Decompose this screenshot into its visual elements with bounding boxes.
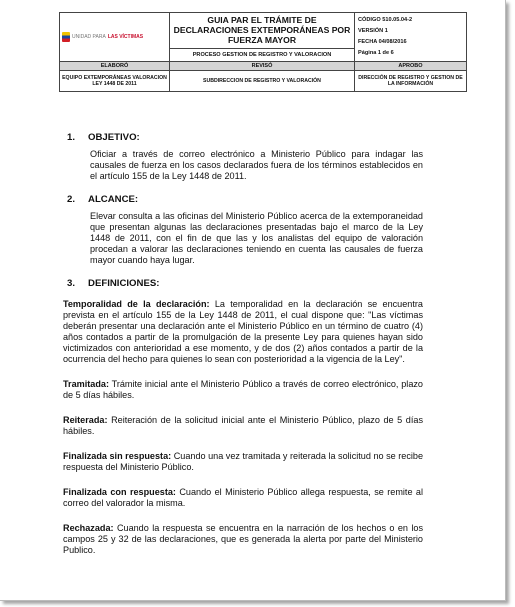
definition-term: Temporalidad de la declaración:	[63, 299, 210, 309]
definition-text: Cuando la respuesta se encuentra en la narración de los hechos o en los campos 25 y 32 de las declaraciones, que es generada la alerta por parte del Ministerio Publico.	[63, 523, 423, 555]
definitions-list	[63, 299, 423, 556]
elaboro-label: ELABORÓ	[60, 62, 170, 71]
definition-item	[63, 415, 423, 437]
section-title: OBJETIVO:	[88, 132, 140, 143]
section-title: ALCANCE:	[88, 194, 139, 205]
section-heading	[67, 132, 423, 143]
document-title: GUIA PAR EL TRÁMITE DE DECLARACIONES EXTEMPORÁNEAS POR FUERZA MAYOR	[170, 13, 355, 49]
process-name: PROCESO GESTION DE REGISTRO Y VALORACION	[170, 48, 355, 61]
section-alcance	[67, 194, 423, 266]
definition-term: Finalizada con respuesta:	[63, 487, 176, 497]
definition-text: La temporalidad en la declaración se encuentra prevista en el artículo 155 de la Ley 1448 de 2011, el cual dispone que: "Las víctimas deberán presentar una declaración ante el Ministerio Público en un término de cuatro (4) años contados a partir de la promulgación de la presente Ley para quienes hayan sido victimizados con anterioridad a ese momento, y de dos (2) años contados a partir de la ocurrencia del hecho para quienes lo sean con posterioridad a la vigencia de la Ley".	[63, 299, 423, 364]
definition-text: Trámite inicial ante el Ministerio Público a través de correo electrónico, plazo de 5 días hábiles.	[63, 379, 423, 400]
document-body	[63, 132, 423, 556]
definition-text: Reiteración de la solicitud inicial ante el Ministerio Público, plazo de 5 días hábiles.	[63, 415, 423, 436]
colombia-seal-icon	[62, 32, 70, 42]
definition-item	[63, 299, 423, 365]
reviso-label: REVISÓ	[170, 62, 355, 71]
section-paragraph: Oficiar a través de correo electrónico a Ministerio Público para indagar las causales de fuerza en los casos declarados fuera de los términos establecidos en el artículo 155 de la Ley 1448 de 2011.	[90, 149, 423, 181]
definition-item	[63, 487, 423, 509]
section-definiciones	[67, 278, 423, 289]
definition-term: Rechazada:	[63, 523, 114, 533]
section-heading	[67, 194, 423, 205]
document-header-table	[59, 12, 467, 92]
version: VERSIÓN 1	[358, 28, 388, 34]
definition-item	[63, 379, 423, 401]
section-objetivo	[67, 132, 423, 182]
reviso-value: SUBDIRECCION DE REGISTRO Y VALORACIÓN	[170, 71, 355, 92]
definition-term: Finalizada sin respuesta:	[63, 451, 172, 461]
aprobo-value: DIRECCIÓN DE REGISTRO Y GESTION DE LA INFORMACIÓN	[355, 71, 467, 92]
section-number: 2.	[67, 194, 76, 205]
logo-prefix: UNIDAD PARA	[72, 34, 106, 40]
aprobo-label: APROBO	[355, 62, 467, 71]
section-heading	[67, 278, 423, 289]
section-number: 3.	[67, 278, 76, 289]
definition-term: Tramitada:	[63, 379, 109, 389]
unidad-victimas-logo	[62, 32, 167, 42]
definition-text: Cuando una vez tramitada y reiterada la solicitud no se recibe respuesta del Ministerio Público.	[63, 451, 423, 472]
definition-item	[63, 523, 423, 556]
fecha: FECHA 04/08/2016	[358, 39, 407, 45]
section-title: DEFINICIONES:	[88, 278, 160, 289]
section-paragraph: Elevar consulta a las oficinas del Ministerio Público acerca de la extemporaneidad que presentan algunas las declaraciones presentadas bajo el marco de la Ley 1448 de 2011, con el fin de que las y los analistas del equipo de valoración procedan a valorar las declaraciones teniendo en cuenta las causales de fuerza mayor cuando haya lugar.	[90, 211, 423, 265]
pagina: Página 1 de 6	[358, 50, 394, 56]
section-number: 1.	[67, 132, 76, 143]
logo-cell	[60, 13, 170, 62]
definition-text: Cuando el Ministerio Público allega respuesta, se remite al correo del valorador la misma.	[63, 487, 423, 508]
definition-term: Reiterada:	[63, 415, 108, 425]
definition-item	[63, 451, 423, 473]
elaboro-value: EQUIPO EXTEMPORÁNEAS VALORACION LEY 1448 DE 2011	[60, 71, 170, 92]
meta-cell	[355, 13, 467, 62]
codigo: CÓDIGO 510.05.04-2	[358, 17, 413, 23]
logo-brand: LAS VÍCTIMAS	[107, 34, 144, 40]
